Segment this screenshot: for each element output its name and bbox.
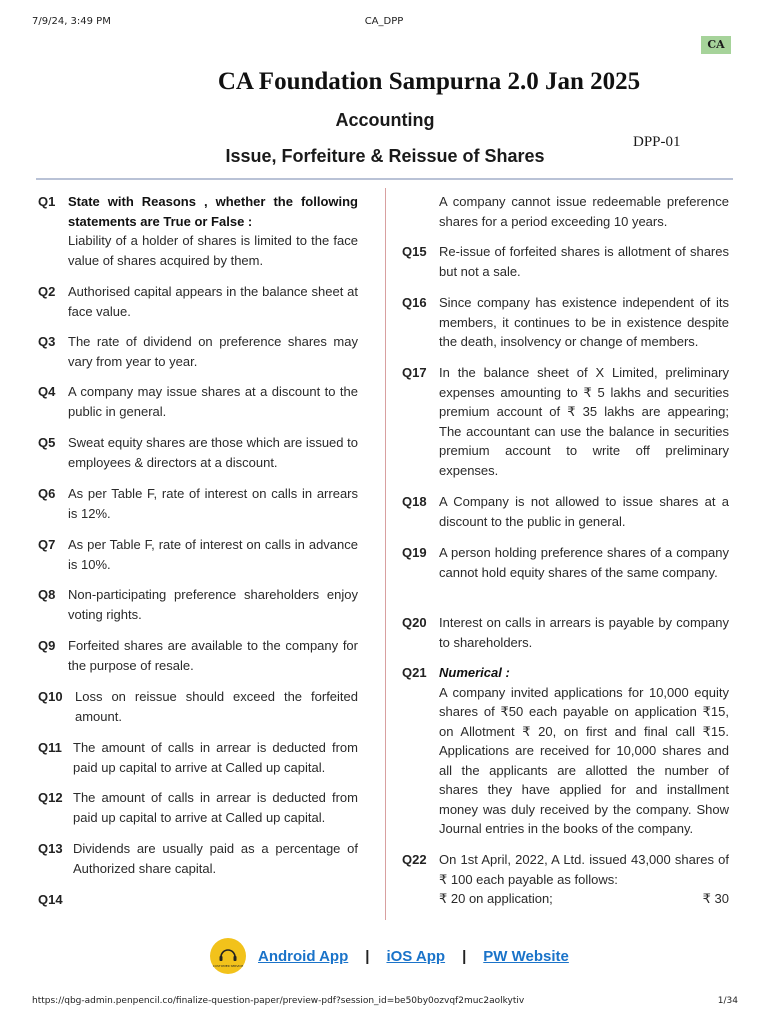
payment-label: ₹ 20 on application; [439,891,553,906]
question-q14-continued [402,192,729,231]
logo-caption: CUSTOMER SERVICE [212,964,244,968]
question-text: Non-participating preference shareholders enjoy voting rights. [68,587,358,622]
question-text: The rate of dividend on preference shares may vary from year to year. [68,334,358,369]
question-q10 [38,687,358,726]
question-text: In the balance sheet of X Limited, preliminary expenses amounting to ₹ 5 lakhs and securities premium account of ₹ 35 lakhs are appearing; The accountant can use the balance in securities premium account to write off preliminary expenses. [439,365,729,478]
payment-value: ₹ 30 [702,891,729,906]
question-text: Loss on reissue should exceed the forfeited amount. [75,689,358,724]
question-number: Q10 [38,689,63,704]
question-number: Q12 [38,790,63,805]
column-divider [385,188,386,920]
topic-heading: Issue, Forfeiture & Reissue of Shares [225,146,545,166]
customer-service-logo-icon [210,938,246,974]
question-number: Q19 [402,545,427,560]
question-text: Liability of a holder of shares is limited to the face value of shares acquired by them. [68,233,358,268]
payment-row [439,889,729,909]
question-text: Forfeited shares are available to the company for the purpose of resale. [68,638,358,673]
question-q21 [402,663,729,839]
question-q17 [402,363,729,480]
question-text: On 1st April, 2022, A Ltd. issued 43,000 shares of ₹ 100 each payable as follows: [439,852,729,887]
print-page-indicator: 1/34 [717,996,738,1006]
browser-print-header [0,4,768,27]
question-text: A company cannot issue redeemable preference shares for a period exceeding 10 years. [439,194,729,229]
link-separator: | [462,947,467,965]
question-q4 [38,382,358,421]
question-q11 [38,738,358,777]
ios-app-link[interactable]: iOS App [386,947,446,965]
question-q8 [38,585,358,624]
question-q13 [38,839,358,878]
question-number: Q11 [38,740,62,755]
question-number: Q9 [38,638,56,653]
question-number: Q14 [38,892,63,907]
question-number: Q16 [402,295,427,310]
question-lead: Numerical : [439,665,510,680]
question-q2 [38,282,358,321]
question-text: Interest on calls in arrears is payable by company to shareholders. [439,615,729,650]
print-datetime: 7/9/24, 3:49 PM [32,16,111,27]
print-tab-title: CA_DPP [364,16,404,27]
question-q6 [38,484,358,523]
question-number: Q20 [402,615,427,630]
question-number: Q13 [38,841,63,856]
subject-heading: Accounting [335,110,435,130]
question-text: A Company is not allowed to issue shares at a discount to the public in general. [439,494,729,529]
question-text: Sweat equity shares are those which are issued to employees & directors at a discount. [68,435,358,470]
question-number: Q21 [402,665,427,680]
question-q16 [402,293,729,352]
question-number: Q22 [402,852,427,867]
question-text: The amount of calls in arrear is deducted from paid up capital to arrive at Called up capital. [73,740,358,775]
link-separator: | [365,947,370,965]
question-q20 [402,613,729,652]
question-text: Dividends are usually paid as a percentage of Authorized share capital. [73,841,358,876]
dpp-label: DPP-01 [633,134,681,150]
question-q3 [38,332,358,371]
question-q22 [402,850,729,909]
question-number: Q5 [38,435,56,450]
android-app-link[interactable]: Android App [258,947,349,965]
question-q19 [402,543,729,582]
page-title: CA Foundation Sampurna 2.0 Jan 2025 [217,68,641,95]
question-q5 [38,433,358,472]
question-q18 [402,492,729,531]
question-text: Authorised capital appears in the balance sheet at face value. [68,284,358,319]
question-number: Q17 [402,365,427,380]
question-number: Q1 [38,194,56,209]
question-q12 [38,788,358,827]
course-badge: CA [701,36,731,54]
question-text: The amount of calls in arrear is deducted from paid up capital to arrive at Called up capital. [73,790,358,825]
question-lead: State with Reasons , whether the following statements are True or False : [68,194,358,229]
question-number: Q4 [38,384,56,399]
print-url: https://qbg-admin.penpencil.co/finalize-question-paper/preview-pdf?session_id=be50by0ozvqf2muc2aolkytiv [32,996,525,1006]
question-number: Q7 [38,537,56,552]
question-number: Q15 [402,244,427,259]
question-text: A person holding preference shares of a company cannot hold equity shares of the same company. [439,545,729,580]
question-number: Q18 [402,494,427,509]
question-number: Q6 [38,486,56,501]
question-text: Re-issue of forfeited shares is allotment of shares but not a sale. [439,244,729,279]
question-number: Q2 [38,284,56,299]
question-text: A company may issue shares at a discount to the public in general. [68,384,358,419]
question-text: Since company has existence independent of its members, it continues to be in existence despite the death, insolvency or change of members. [439,295,729,349]
question-number: Q8 [38,587,56,602]
question-text: As per Table F, rate of interest on calls in arrears is 12%. [68,486,358,521]
question-q1 [38,192,358,270]
question-text: A company invited applications for 10,000 equity shares of ₹50 each payable on application ₹15, on Allotment ₹ 20, on first and final call ₹15. Applications are received for 10,000 shares and all the applicants are allotted the number of shares they have applied for and installment money was duly received by the company. Show Journal entries in the books of the company. [439,684,729,836]
header-divider [36,178,733,180]
question-q9 [38,636,358,675]
question-text: As per Table F, rate of interest on calls in advance is 10%. [68,537,358,572]
pw-website-link[interactable]: PW Website [483,947,569,965]
question-q7 [38,535,358,574]
app-links-bar [210,940,569,972]
question-number: Q3 [38,334,56,349]
question-q15 [402,242,729,281]
